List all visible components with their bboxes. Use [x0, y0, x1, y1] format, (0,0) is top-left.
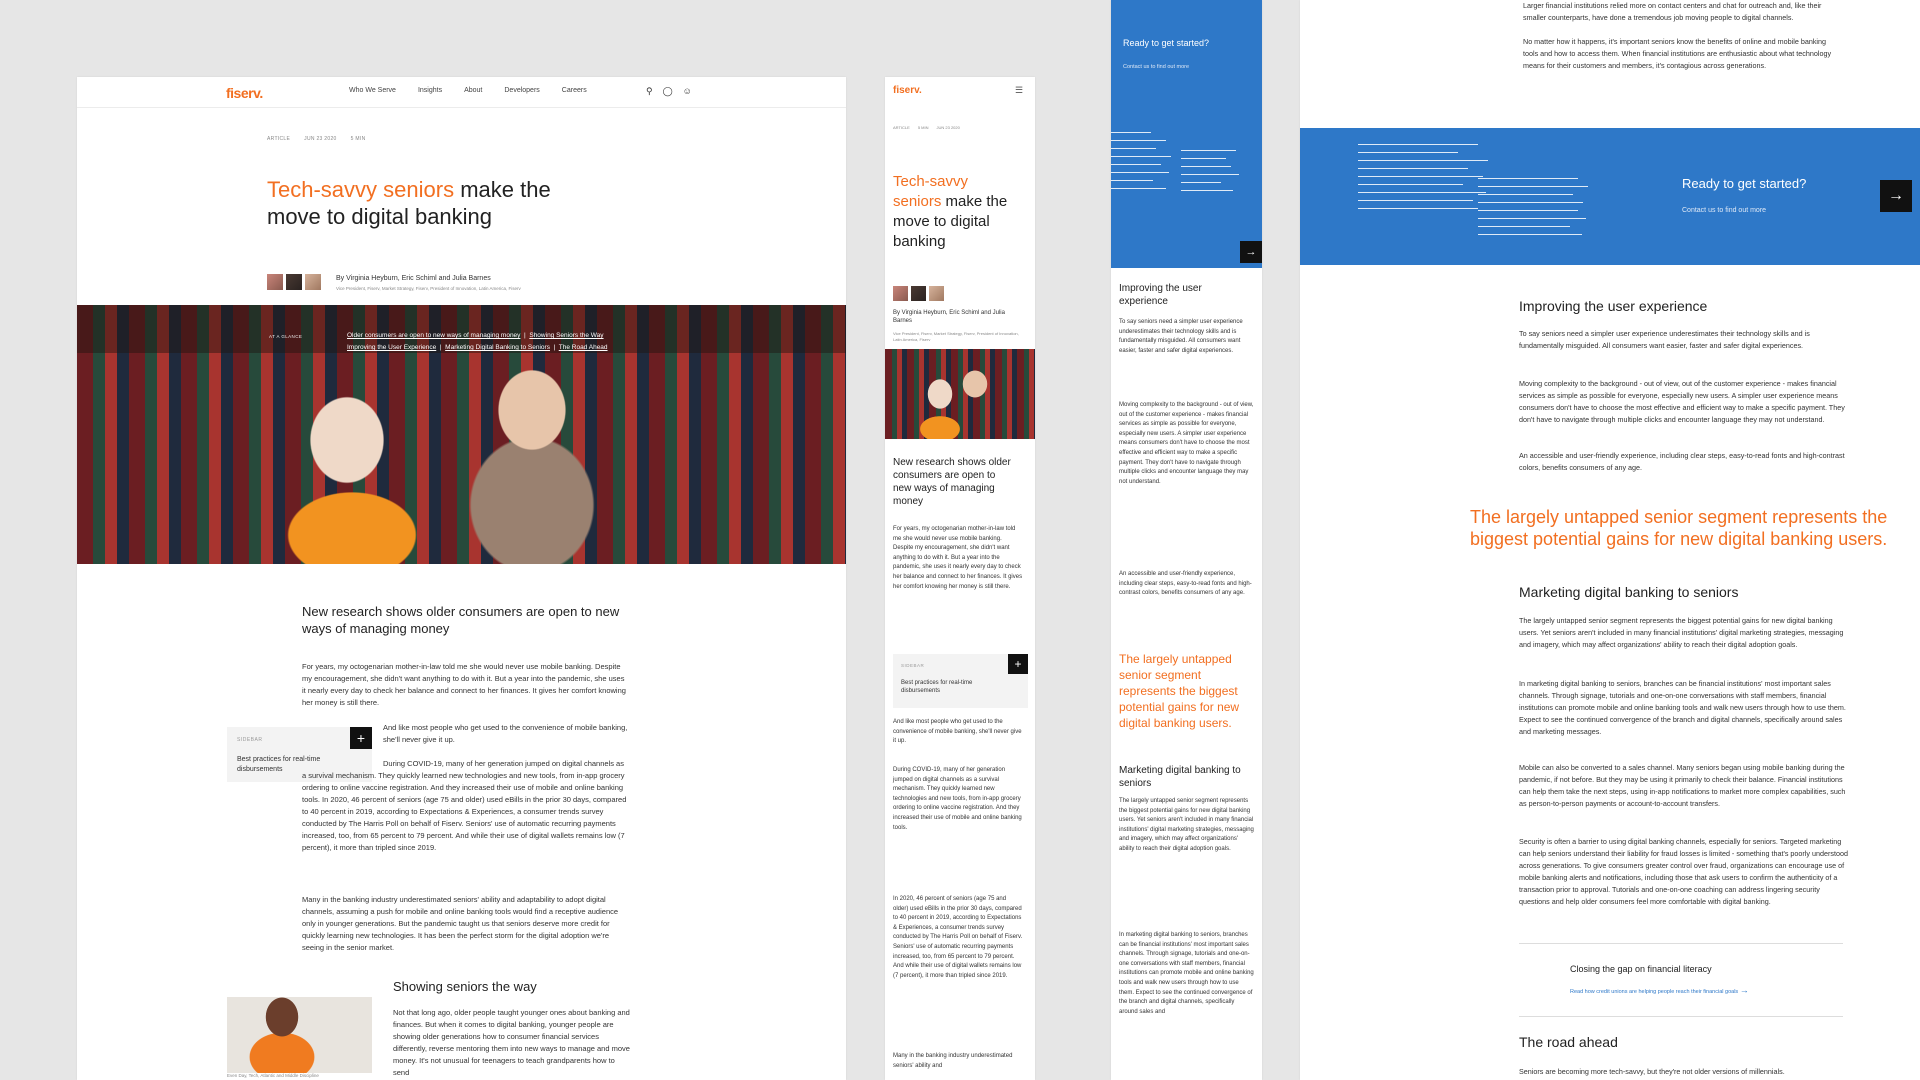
related-link-text: Read how credit unions are helping people reach their financial goals: [1570, 989, 1739, 995]
cta-arrow-button[interactable]: →: [1880, 180, 1912, 212]
decorative-line: [1478, 226, 1570, 227]
decorative-line: [1111, 148, 1156, 149]
decorative-line: [1358, 160, 1488, 161]
decorative-line: [1478, 210, 1578, 211]
desktop-article-page: [77, 77, 846, 1080]
decorative-line: [1358, 208, 1478, 209]
nav-insights[interactable]: Insights: [417, 87, 443, 94]
glance-link[interactable]: Showing Seniors the Way: [529, 332, 604, 339]
fiserv-logo[interactable]: fiserv.: [226, 85, 263, 101]
photo-caption: Even Day, Tech, Atlantic and Middle Discipline: [227, 1073, 319, 1078]
divider: [1519, 943, 1843, 944]
byline: By Virginia Heyburn, Eric Schiml and Julia Barnes: [893, 310, 1005, 324]
decorative-line: [1358, 168, 1468, 169]
decorative-line: [1478, 178, 1578, 179]
decorative-line: [1358, 192, 1486, 193]
avatar: [286, 274, 302, 290]
cta-banner: [1111, 0, 1262, 268]
arrow-right-icon: →: [1739, 985, 1749, 995]
sidebar-title: Best practices for real-time disbursements: [901, 680, 973, 694]
decorative-line: [1111, 132, 1151, 133]
sidebar-label: SIDEBAR: [237, 737, 263, 743]
body-paragraph: Not that long ago, older people taught younger ones about banking and finances. But when it comes to digital banking, younger people are showing older generations how to consumer financial services differently, reverse mentoring them into new ways to manage and move money. It's not unusual for teenagers to teach grandparents how to send: [393, 1008, 630, 1077]
nav-careers[interactable]: Careers: [561, 87, 587, 94]
cta-banner: [1300, 128, 1920, 265]
body-paragraph: In 2020, 46 percent of seniors (age 75 and older) used eBills in the prior 30 days, compared to 40 percent in 2019, according to Expectations & Experiences, a consumer trends survey conducted by The Harris Poll on behalf of Fiserv. Seniors' use of automatic recurring payments increased, too, from 65 percent to 79 percent. And while their use of digital wallets remains low (7 percent), it more than tripled since 2019.: [893, 896, 1023, 979]
decorative-line: [1111, 156, 1171, 157]
body-paragraph: During COVID-19, many of her generation jumped on digital channels as a survival mechanism. They quickly learned new technologies and new tools, from in-app grocery ordering to online vaccine registration. And they increased their use of mobile and online banking tools.: [893, 767, 1022, 831]
contact-link[interactable]: Contact us to find out more: [1123, 64, 1190, 70]
body-paragraph: An accessible and user-friendly experience, including clear steps, easy-to-read fonts and high-contrast colors, benefits consumers of any age.: [1119, 571, 1252, 597]
page-title: [893, 172, 1013, 252]
decorative-line: [1478, 186, 1588, 187]
avatar: [305, 274, 321, 290]
body-paragraph: Mobile can also be converted to a sales channel. Many seniors began using mobile banking during the pandemic, if not before. But they may be using it primarily to check their balance. Financial institutions can help them take the next steps, using in-app notifications to market more complex capabilities, such as person-to-person payments or account-to-account transfers.: [1519, 763, 1846, 808]
article-meta: [267, 136, 365, 142]
body-paragraph: And like most people who get used to the convenience of mobile banking, she'll never give it up.: [383, 723, 628, 744]
decorative-line: [1478, 234, 1582, 235]
at-a-glance-links: Older consumers are open to new ways of managing money | Showing Seniors the Way Improving the User Experience | Marketing Digital Banking to Seniors | The Road Ahead: [347, 332, 608, 351]
article-date: JUN 23 2020: [304, 136, 337, 142]
related-article-link[interactable]: [1570, 985, 1749, 995]
page-title: [267, 176, 607, 230]
decorative-line: [1181, 158, 1226, 159]
intro-text: [1523, 0, 1843, 72]
decorative-line: [1181, 190, 1233, 191]
decorative-line: [1181, 166, 1231, 167]
author-roles: Vice President, Fiserv, Market Strategy, Fiserv, President of Innovation, Latin America, Fiserv: [336, 286, 521, 291]
hero-image: [885, 349, 1035, 439]
decorative-line: [1358, 200, 1473, 201]
decorative-line: [1358, 144, 1478, 145]
body-paragraph: Seniors are becoming more tech-savvy, but they're not older versions of millennials.: [1519, 1067, 1785, 1076]
sidebar-label: SIDEBAR: [901, 663, 925, 668]
decorative-line: [1181, 174, 1239, 175]
decorative-line: [1111, 140, 1166, 141]
section-heading: Marketing digital banking to seniors: [1519, 584, 1739, 600]
article-meta: [893, 125, 960, 130]
cta-heading: Ready to get started?: [1682, 176, 1807, 191]
section-heading: Improving the user experience: [1119, 283, 1202, 307]
at-a-glance-label: AT A GLANCE: [269, 334, 303, 339]
sidebar-card[interactable]: [893, 654, 1028, 708]
decorative-line: [1478, 218, 1586, 219]
read-time: 5 MIN: [917, 125, 929, 130]
section-heading: The road ahead: [1519, 1034, 1618, 1050]
decorative-line: [1111, 180, 1153, 181]
section-heading: Marketing digital banking to seniors: [1119, 765, 1241, 789]
user-icon[interactable]: ☺: [682, 86, 692, 96]
narrow-article-page: [1111, 0, 1262, 1080]
section-heading: New research shows older consumers are open to new ways of managing money: [302, 604, 620, 636]
avatar: [267, 274, 283, 290]
author-avatars: [893, 286, 944, 301]
tablet-article-page: [1300, 0, 1920, 1080]
expand-sidebar-button[interactable]: +: [1008, 654, 1028, 674]
body-paragraph: During COVID-19, many of her generation jumped on digital channels as a survival mechanism. They quickly learned new technologies and new tools, from in-app grocery ordering to online vaccine registration. And they increased their use of mobile and online banking tools. In 2020, 46 percent of seniors (age 75 and older) used eBills in the prior 30 days, compared to 40 percent in 2019, according to Expectations & Experiences, a consumer trends survey conducted by The Harris Poll on behalf of Fiserv. Seniors' use of automatic recurring payments increased, too, from 65 percent to 79 percent. And while their use of digital wallets remains low (7 percent), it more than tripled since 2019.: [302, 759, 627, 852]
pull-quote: The largely untapped senior segment represents the biggest potential gains for new digital banking users.: [1470, 507, 1888, 549]
body-paragraph: To say seniors need a simpler user experience underestimates their technology skills and is fundamentally misguided. All consumers want easier, faster and safer digital experiences.: [1119, 319, 1243, 354]
decorative-line: [1358, 184, 1463, 185]
glance-link[interactable]: Improving the User Experience: [347, 344, 437, 351]
body-paragraph: And like most people who get used to the convenience of mobile banking, she'll never give it up.: [893, 719, 1022, 745]
decorative-line: [1111, 188, 1166, 189]
decorative-line: [1111, 172, 1169, 173]
nav-developers[interactable]: Developers: [504, 87, 540, 94]
sidebar-title: Best practices for real-time disbursements: [237, 756, 321, 773]
title-highlight: Tech-savvy seniors: [893, 173, 969, 210]
body-paragraph: Many in the banking industry underestimated seniors' ability and adaptability to adopt digital channels, assuming a push for mobile and online banking tools would find a receptive audience only in younger generations. But the pandemic taught us that seniors deserve more credit for quickly learning new technologies. It has been the perfect storm for the digital adoption we're seeing in the senior market.: [302, 895, 619, 952]
nav-who-we-serve[interactable]: Who We Serve: [349, 87, 396, 94]
decorative-line: [1181, 182, 1221, 183]
decorative-line: [1358, 176, 1483, 177]
contact-link[interactable]: Contact us to find out more: [1682, 207, 1767, 214]
read-time: 5 MIN: [350, 136, 366, 142]
pull-quote: The largely untapped senior segment represents the biggest potential gains for new digital banking users.: [1119, 652, 1240, 730]
globe-icon[interactable]: ◯: [662, 86, 673, 96]
article-date: JUN 23 2020: [936, 125, 960, 130]
body-paragraph: For years, my octogenarian mother-in-law told me she would never use mobile banking. Despite my encouragement, she didn't want anything to do with it. But a year into the pandemic, she uses it nearly every day to check her balance and connect to her finances. It gives her comfort knowing her money is still there.: [302, 662, 626, 707]
body-paragraph: In marketing digital banking to seniors, branches can be financial institutions' most important sales channels. Through signage, tutorials and one-on-one conversations with staff members, financial institutions can promote mobile and online banking tools and walk new users through how to use them. Expect to see the continued convergence of the branch and digital channels, specifically around sales and: [1119, 932, 1254, 1015]
glance-link[interactable]: Older consumers are open to new ways of managing money: [347, 332, 521, 339]
body-paragraph: The largely untapped senior segment represents the biggest potential gains for new digital banking users. Yet seniors aren't included in many financial institutions' digital marketing strategies, messaging and imagery, which may affect organizations' ability to reach their digital adoption goals.: [1119, 798, 1254, 852]
body-paragraph: An accessible and user-friendly experience, including clear steps, easy-to-read fonts and high-contrast colors, benefits consumers of any age.: [1519, 451, 1845, 472]
body-paragraph: Security is often a barrier to using digital banking channels, especially for seniors. Targeted marketing can help seniors understand their liability for fraud losses is limited - something that's poorly understood across generations. To give consumers greater control over fraud, organizations can encourage use of mobile banking alerts and notifications, including those that ask users to confirm the authenticity of a transaction prior to approval. Tutorials and one-on-one coaching can address lingering security questions and help older consumers feel more comfortable with digital banking.: [1519, 837, 1848, 906]
section-heading: New research shows older consumers are open to new ways of managing money: [893, 457, 1011, 507]
body-paragraph: In marketing digital banking to seniors, branches can be financial institutions' most important sales channels. Through signage, tutorials and one-on-one conversations with staff members, financial institutions can promote mobile and online banking tools and walk new users through how to use them. Expect to see the continued convergence of the branch and digital channels, specifically around sales and marketing messages.: [1519, 679, 1846, 736]
section-heading: Improving the user experience: [1519, 298, 1708, 314]
body-paragraph: The largely untapped senior segment represents the biggest potential gains for new digital banking users. Yet seniors aren't included in many financial institutions' digital marketing strategies, messaging and imagery, which may affect organizations' ability to reach their digital adoption goals.: [1519, 616, 1844, 649]
body-paragraph: Many in the banking industry underestimated seniors' ability and: [893, 1053, 1013, 1069]
body-paragraph: Larger financial institutions relied more on contact centers and chat for outreach and, like their smaller counterparts, have done a tremendous job moving people to digital channels.: [1523, 1, 1822, 22]
title-highlight: Tech-savvy seniors: [267, 177, 455, 202]
article-photo: [227, 997, 372, 1073]
hamburger-menu-icon[interactable]: ☰: [1015, 85, 1024, 95]
title-rest: make the move to digital banking: [267, 177, 551, 229]
body-paragraph: No matter how it happens, it's important seniors know the benefits of online and mobile banking tools and how to access them. When financial institutions are enthusiastic about what technology means for their customers and members, it's contagious across generations.: [1523, 37, 1832, 70]
related-article-title[interactable]: Closing the gap on financial literacy: [1570, 964, 1712, 974]
glance-link[interactable]: Marketing Digital Banking to Seniors: [445, 344, 550, 351]
cta-arrow-button[interactable]: →: [1240, 241, 1262, 263]
byline: By Virginia Heyburn, Eric Schiml and Julia Barnes: [336, 275, 491, 282]
body-paragraph: Moving complexity to the background - out of view, out of the customer experience - makes financial services as simple as possible for everyone, especially new users. A simpler user experience means consumers don't have to choose the most effective and efficient way to make a specific payment. They don't have to navigate through multiple clicks and encounter language they may not understand.: [1519, 379, 1845, 424]
decorative-line: [1181, 150, 1236, 151]
article-type: ARTICLE: [267, 136, 291, 142]
glance-link[interactable]: The Road Ahead: [558, 344, 608, 351]
author-avatars: [267, 274, 321, 290]
title-rest: make the move to digital banking: [893, 193, 1008, 250]
author-roles: Vice President, Fiserv, Market Strategy, Fiserv, President of Innovation, Latin America, Fiserv: [893, 331, 1019, 342]
section-heading: Showing seniors the way: [393, 979, 537, 994]
cta-heading: Ready to get started?: [1123, 38, 1210, 48]
search-icon[interactable]: ⚲: [646, 86, 653, 96]
decorative-line: [1478, 194, 1573, 195]
fiserv-logo[interactable]: fiserv.: [893, 85, 922, 96]
decorative-line: [1358, 152, 1458, 153]
article-type: ARTICLE: [893, 125, 910, 130]
top-navigation: [77, 77, 846, 108]
decorative-line: [1111, 164, 1161, 165]
expand-sidebar-button[interactable]: +: [350, 727, 372, 749]
body-paragraph: For years, my octogenarian mother-in-law told me she would never use mobile banking. Despite my encouragement, she didn't want anything to do with it. But a year into the pandemic, she uses it nearly every day to check her balance and connect to her finances. It gives her comfort knowing her money is still there.: [893, 526, 1023, 590]
nav-about[interactable]: About: [464, 87, 483, 94]
body-paragraph: To say seniors need a simpler user experience underestimates their technology skills and is fundamentally misguided. All consumers want easier, faster and safer digital experiences.: [1519, 329, 1810, 350]
avatar: [929, 286, 944, 301]
mobile-article-page: [885, 77, 1035, 1080]
main-menu: [349, 87, 587, 94]
body-paragraph: Moving complexity to the background - out of view, out of the customer experience - makes financial services as simple as possible for everyone, especially new users. A simpler user experience means consumers don't have to choose the most effective and efficient way to make a specific payment. They don't have to navigate through multiple clicks and encounter language they may not understand.: [1119, 402, 1254, 485]
divider: [1519, 1016, 1843, 1017]
hero-image: [77, 305, 846, 564]
nav-icons: [646, 86, 692, 97]
avatar: [911, 286, 926, 301]
avatar: [893, 286, 908, 301]
decorative-line: [1478, 202, 1583, 203]
